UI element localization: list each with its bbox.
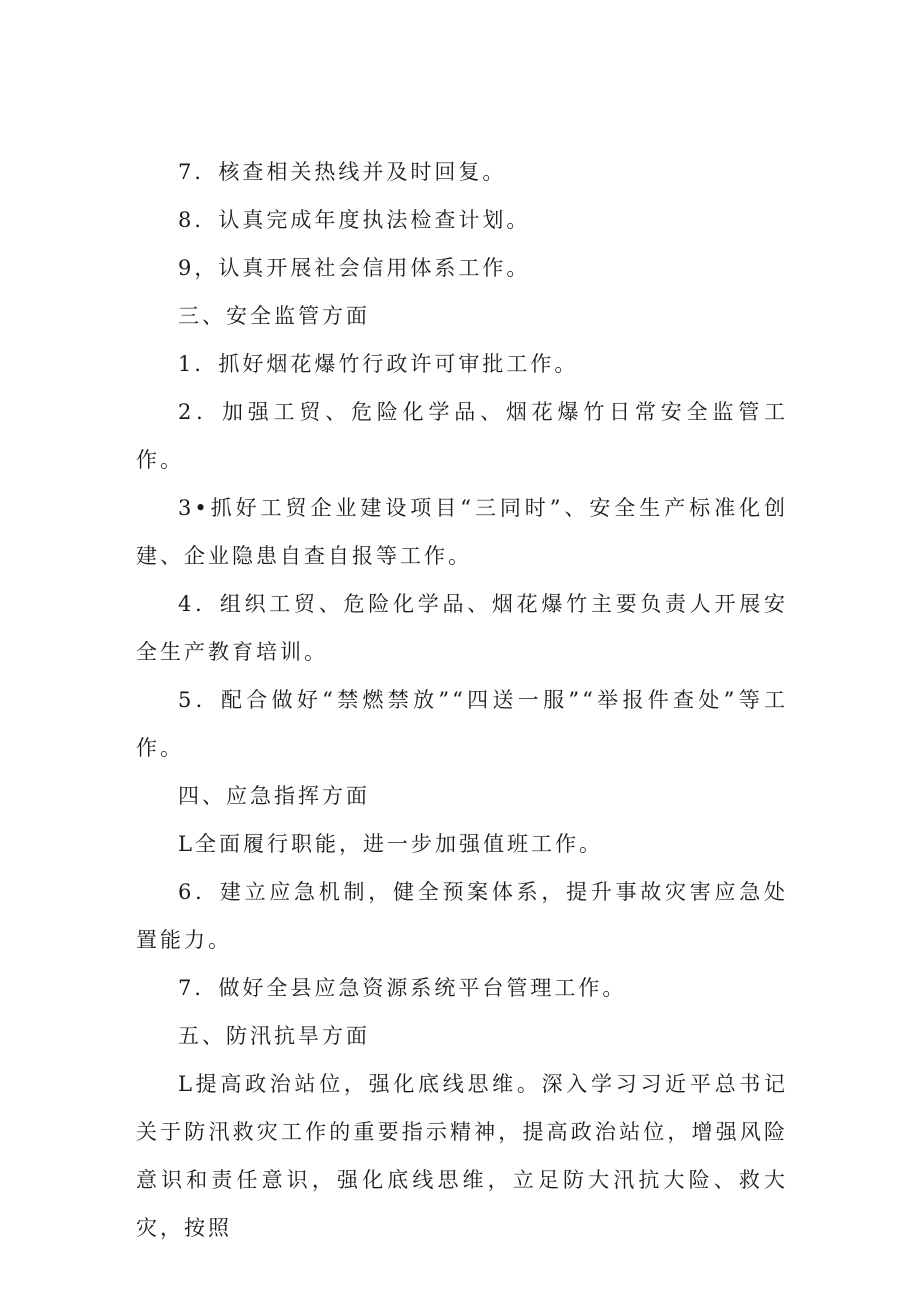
list-item: 9，认真开展社会信用体系工作。 — [178, 256, 531, 280]
section-heading: 四、应急指挥方面 — [178, 784, 370, 808]
document-body — [136, 148, 788, 1252]
list-item: 7．核查相关热线并及时回复。 — [178, 160, 507, 184]
list-item: 3•抓好工贸企业建设项目“三同时”、安全生产标准化创建、企业隐患自查自报等工作。 — [136, 496, 788, 568]
list-item: 4．组织工贸、危险化学品、烟花爆竹主要负责人开展安全生产教育培训。 — [136, 592, 788, 664]
section-heading: 五、防汛抗旱方面 — [178, 1024, 370, 1048]
list-item: 6．建立应急机制，健全预案体系，提升事故灾害应急处置能力。 — [136, 880, 788, 952]
list-item: L全面履行职能，进一步加强值班工作。 — [178, 832, 603, 856]
list-item: L提高政治站位，强化底线思维。深入学习习近平总书记关于防汛救灾工作的重要指示精神，提高政治站位，增强风险意识和责任意识，强化底线思维，立足防大汛抗大险、救大灾，按照 — [136, 1072, 788, 1240]
list-item: 7．做好全县应急资源系统平台管理工作。 — [178, 976, 627, 1000]
list-item: 8．认真完成年度执法检查计划。 — [178, 208, 531, 232]
list-item: 5．配合做好“禁燃禁放”“四送一服”“举报件查处”等工作。 — [136, 688, 788, 760]
section-heading: 三、安全监管方面 — [178, 304, 370, 328]
list-item: 2．加强工贸、危险化学品、烟花爆竹日常安全监管工作。 — [136, 400, 788, 472]
list-item: 1．抓好烟花爆竹行政许可审批工作。 — [178, 352, 579, 376]
